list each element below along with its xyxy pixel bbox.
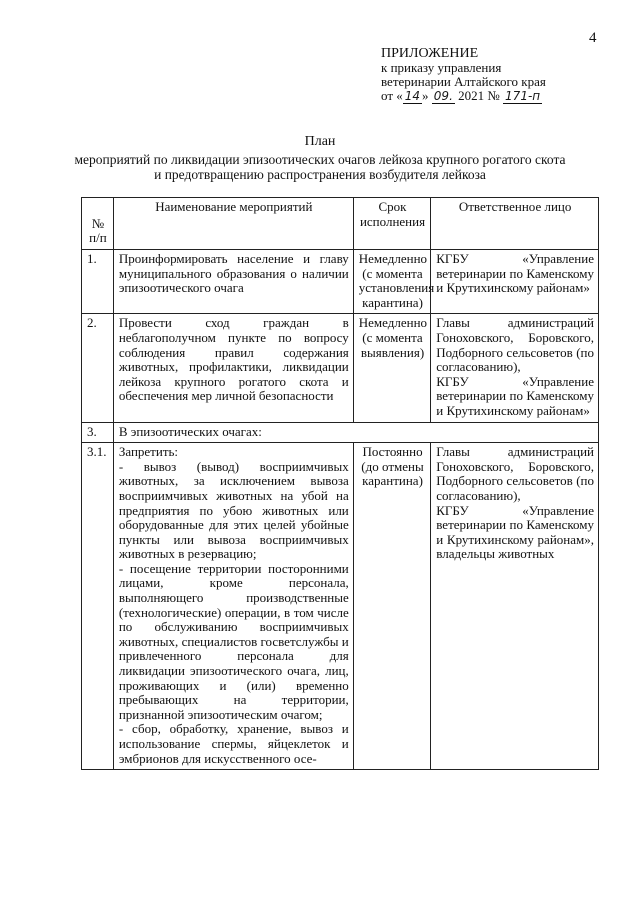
- page-number: 4: [589, 30, 597, 46]
- header-activity: Наименование мероприятий: [113, 198, 353, 250]
- row-activity: Проинформировать население и главу муниципального образования о наличии эпизоотического очага: [113, 250, 353, 314]
- table-row: [82, 422, 599, 443]
- activity-item-1: - вывоз (вывод) восприимчивых животных, за исключением вывоза восприимчивых животных на убой на предприятия по убою животных или оборудованные для этих целей убойные пункты или вывоза восприимчивых животных в резервацию;: [118, 458, 349, 562]
- responsible-part-2: КГБУ «Управление ветеринарии по Каменскому и Крутихинскому районам», владельцы животных: [436, 502, 594, 562]
- header-number-line-1: №: [91, 215, 105, 231]
- plan-title: План: [304, 134, 336, 149]
- responsible-part-1: Главы администраций Гоноховского, Боровского, Подборного сельсоветов (по согласованию),: [436, 444, 594, 503]
- table-row: [82, 443, 599, 770]
- plan-subtitle-line-1: мероприятий по ликвидации эпизоотических очагов лейкоза крупного рогатого скота: [74, 152, 566, 167]
- header-term-line-1: Срок: [378, 199, 407, 214]
- header-responsible: Ответственное лицо: [431, 198, 599, 250]
- row-number: 1.: [82, 250, 114, 314]
- appendix-line-1: к приказу управления: [381, 60, 502, 75]
- date-mid: »: [422, 88, 429, 103]
- appendix-header: [381, 47, 546, 103]
- appendix-date-line: [381, 89, 546, 103]
- activity-item-3: - сбор, обработку, хранение, вывоз и использование спермы, яйцеклеток и эмбрионов для искусственного осе-: [118, 721, 349, 766]
- plan-table: [81, 197, 599, 770]
- row-term: Постоянно (до отмены карантина): [353, 443, 430, 770]
- appendix-line-2: ветеринарии Алтайского края: [381, 74, 546, 89]
- order-year-no: 2021 №: [458, 88, 500, 103]
- activity-intro: Запретить:: [118, 444, 179, 460]
- plan-subtitle-line-2: и предотвращению распространения возбудителя лейкоза: [154, 167, 486, 182]
- order-month: 09.: [433, 89, 453, 103]
- header-term: [353, 198, 430, 250]
- row-number: 3.: [82, 422, 114, 443]
- row-responsible: [431, 443, 599, 770]
- appendix-title: ПРИЛОЖЕНИЕ: [381, 46, 479, 61]
- row-activity: В эпизоотических очагах:: [113, 422, 598, 443]
- order-number: 171-п: [505, 89, 541, 103]
- order-day: 14: [404, 89, 421, 103]
- row-responsible: [431, 314, 599, 422]
- activity-item-2: - посещение территории посторонними лицами, кроме персонала, выполняющего производственные (технологические) операции, в том числе по обслуживанию восприимчивых животных, специалистов госветслужбы и привлеченного персонала для ликвидации эпизоотического очага, лиц, проживающих и (или) временно пребывающих на территории, признанной эпизоотическим очагом;: [118, 560, 349, 722]
- row-activity: [113, 443, 353, 770]
- responsible-part-1: Главы администраций Гоноховского, Боровского, Подборного сельсоветов (по согласованию),: [436, 315, 594, 375]
- header-number-line-2: п/п: [89, 230, 107, 246]
- table-row: [82, 314, 599, 422]
- date-prefix: от «: [381, 88, 403, 103]
- row-activity: Провести сход граждан в неблагополучном пункте по вопросу соблюдения правил содержания животных, профилактики, ликвидации лейкоза крупного рогатого скота и обеспечения мер личной безопасности: [113, 314, 353, 422]
- table-row: [82, 250, 599, 314]
- row-number: 3.1.: [82, 443, 114, 770]
- header-number: [82, 198, 114, 250]
- row-term: Немедленно (с момента выявления): [353, 314, 430, 422]
- row-number: 2.: [82, 314, 114, 422]
- table-header-row: [82, 198, 599, 250]
- row-responsible: КГБУ «Управление ветеринарии по Каменскому и Крутихинскому районам»: [431, 250, 599, 314]
- header-term-line-2: исполнения: [359, 213, 426, 229]
- plan-subtitle: [60, 152, 580, 182]
- row-term: Немедленно (с момента установления карантина): [353, 250, 430, 314]
- responsible-part-2: КГБУ «Управление ветеринарии по Каменскому и Крутихинскому районам»: [436, 373, 594, 418]
